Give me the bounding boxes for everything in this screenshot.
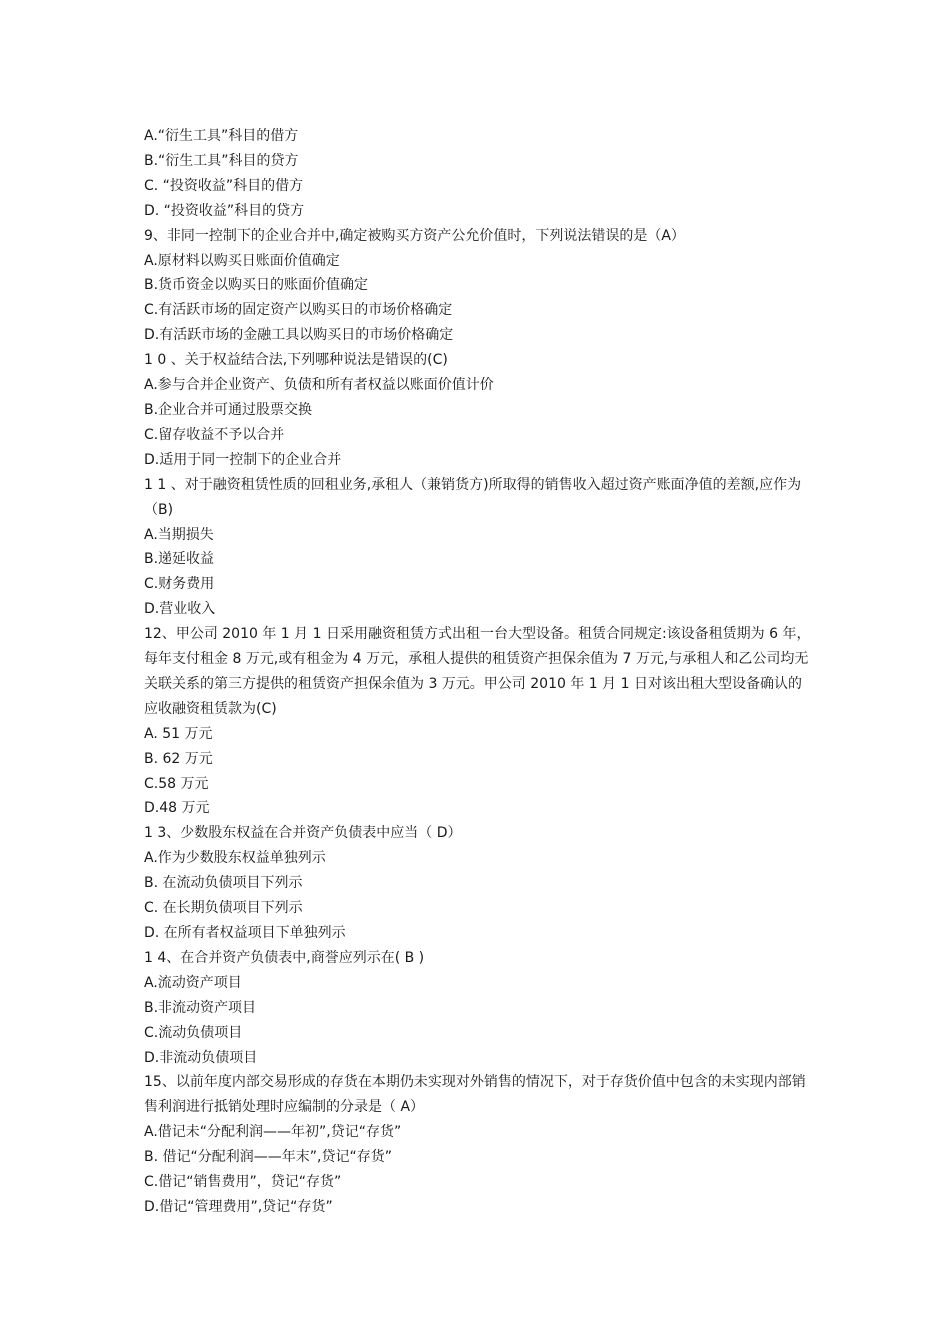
text-line: B. 62 万元	[144, 750, 213, 767]
text-line: A.作为少数股东权益单独列示	[144, 850, 326, 867]
text-line: C.财务费用	[144, 576, 215, 593]
text-line: A.借记未“分配利润——年初”,贷记“存货”	[144, 1124, 402, 1141]
text-line: A. 51 万元	[144, 725, 213, 742]
text-line: C.流动负债项目	[144, 1024, 243, 1041]
text-line: A.参与合并企业资产、负债和所有者权益以账面价值计价	[144, 377, 494, 394]
text-line: D.48 万元	[144, 800, 210, 817]
text-line: C.有活跃市场的固定资产以购买日的市场价格确定	[144, 302, 453, 319]
text-line: C.留存收益不予以合并	[144, 426, 285, 443]
text-line: D.借记“管理费用”,贷记“存货”	[144, 1198, 333, 1215]
text-line: B.“衍生工具”科目的贷方	[144, 152, 299, 169]
text-line: D.营业收入	[144, 601, 216, 618]
text-line: D. “投资收益”科目的贷方	[144, 202, 305, 219]
text-line: D.有活跃市场的金融工具以购买日的市场价格确定	[144, 327, 454, 344]
text-line: B. 在流动负债项目下列示	[144, 875, 303, 892]
text-line: A.原材料以购买日账面价值确定	[144, 252, 340, 269]
text-line: C. “投资收益”科目的借方	[144, 177, 304, 194]
text-line: A.流动资产项目	[144, 974, 242, 991]
question-12: 12、甲公司 2010 年 1 月 1 日采用融资租赁方式出租一台大型设备。租赁合同规定:该设备租赁期为 6 年，每年支付租金 8 万元,或有租金为 4 万元，承租人提供的租赁资产担保余值为 7 万元,与承租人和乙公司均无关联关系的第三方提供的租赁资产担保余值为 3 万元。甲公司 2010 年 1 月 1 日对该出租大型设备确认的应收融资租赁款为(C)	[144, 626, 811, 717]
text-line: C.58 万元	[144, 775, 209, 792]
text-line: C.借记“销售费用”，贷记“存货”	[144, 1174, 342, 1191]
text-line: D.非流动负债项目	[144, 1049, 258, 1066]
text-line: B. 借记“分配利润——年末”,贷记“存货”	[144, 1149, 392, 1166]
question-14: 1 4、在合并资产负债表中,商誉应列示在( B )	[144, 949, 425, 966]
document-body	[144, 124, 814, 1220]
text-line: A.“衍生工具”科目的借方	[144, 128, 299, 144]
text-line: D. 在所有者权益项目下单独列示	[144, 925, 346, 941]
question-10: 1 0 、关于权益结合法,下列哪种说法是错误的(C)	[144, 352, 448, 369]
text-line: B.货币资金以购买日的账面价值确定	[144, 277, 369, 294]
text-line: B.非流动资产项目	[144, 999, 257, 1016]
text-line: B.企业合并可通过股票交换	[144, 401, 313, 418]
text-line: A.当期损失	[144, 526, 214, 543]
question-11: 1 1 、对于融资租赁性质的回租业务,承租人（兼销货方)所取得的销售收入超过资产账面净值的差额,应作为（B)	[144, 476, 802, 518]
text-line: C. 在长期负债项目下列示	[144, 900, 303, 917]
text-line: D.适用于同一控制下的企业合并	[144, 451, 342, 468]
question-15: 15、以前年度内部交易形成的存货在本期仍未实现对外销售的情况下，对于存货价值中包含的未实现内部销售利润进行抵销处理时应编制的分录是（ A）	[144, 1074, 806, 1116]
text-line: B.递延收益	[144, 551, 215, 568]
question-9: 9、非同一控制下的企业合并中,确定被购买方资产公允价值时，下列说法错误的是（A）	[144, 227, 685, 244]
question-13: 1 3、少数股东权益在合并资产负债表中应当（ D）	[144, 825, 462, 842]
